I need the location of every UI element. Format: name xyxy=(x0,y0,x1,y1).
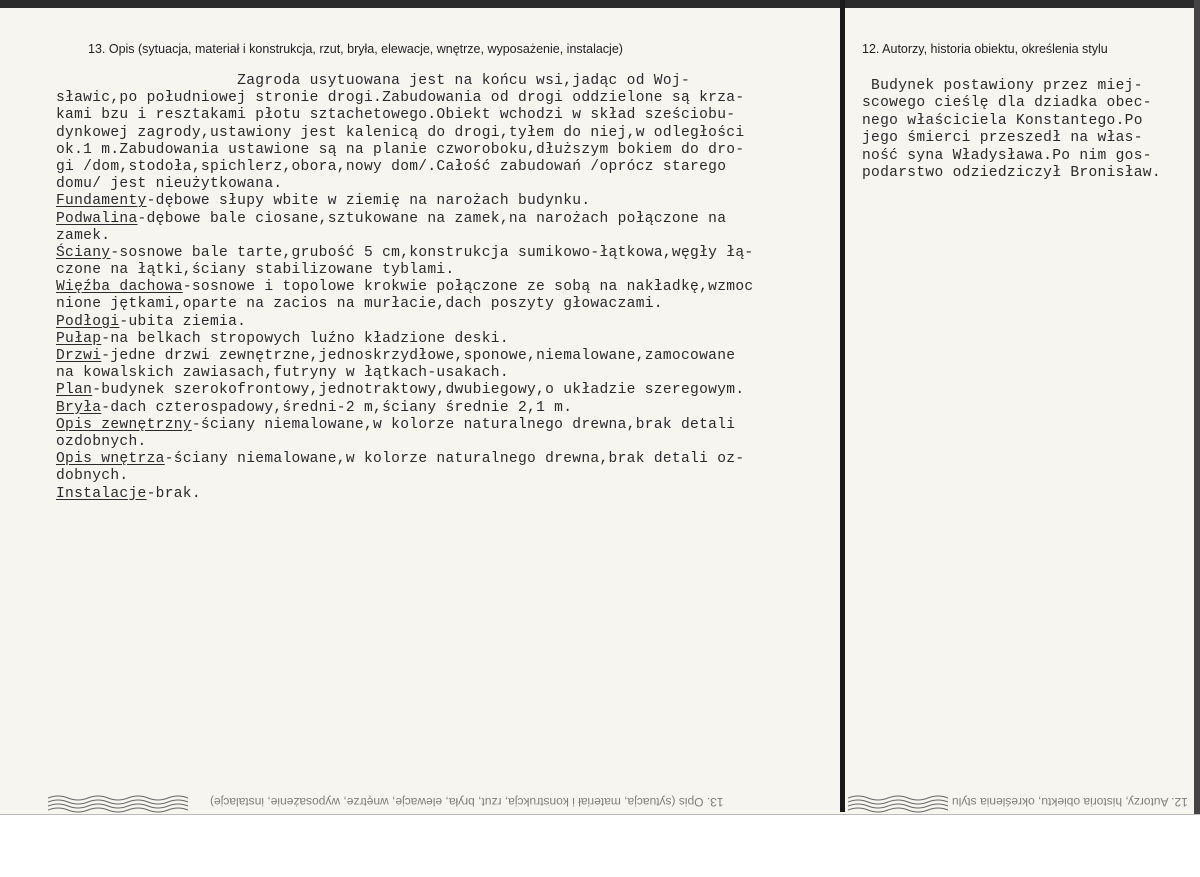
text-line xyxy=(56,159,846,176)
text-line: nego właściciela Konstantego.Po xyxy=(862,112,1143,129)
section-12-header: 12. Autorzy, historia obiektu, określenia stylu xyxy=(862,42,1108,56)
text-line xyxy=(56,142,846,159)
line-text: ozdobnych. xyxy=(56,433,147,450)
line-text: -sosnowe i topolowe krokwie połączone ze sobą na nakładkę,wzmoc xyxy=(182,279,754,296)
line-text: domu/ jest nieużytkowana. xyxy=(56,176,283,193)
text-line xyxy=(56,90,846,107)
line-text: -brak. xyxy=(146,485,201,502)
text-line xyxy=(56,451,846,468)
text-line xyxy=(56,211,846,228)
section-label: Plan xyxy=(56,382,93,399)
right-border xyxy=(1194,0,1200,877)
line-text: zamek. xyxy=(56,227,111,244)
line-text: kami bzu i resztakami płotu sztachetowego.Obiekt wchodzi w skład sześciobu- xyxy=(56,107,736,124)
top-border xyxy=(0,0,1200,8)
text-line xyxy=(56,125,846,142)
line-text: ok.1 m.Zabudowania ustawione są na planie czworoboku,dłuższym bokiem do dro- xyxy=(56,141,745,158)
line-text: -na belkach stropowych luźno kładzione deski. xyxy=(101,330,509,347)
line-text: na kowalskich zawiasach,futryny w łątkach-usakach. xyxy=(56,365,509,382)
text-line: jego śmierci przeszedł na włas- xyxy=(862,130,1143,147)
text-line xyxy=(56,228,846,245)
line-text: -jedne drzwi zewnętrzne,jednoskrzydłowe,sponowe,niemalowane,zamocowane xyxy=(101,348,736,364)
line-text: gi /dom,stodoła,spichlerz,obora,nowy dom/.Całość zabudowań /oprócz starego xyxy=(56,158,727,175)
section-label: Instalacje xyxy=(56,485,147,502)
section-label: Ściany xyxy=(56,244,111,261)
lower-margin xyxy=(0,815,1200,877)
text-line: Budynek postawiony przez miej- xyxy=(862,78,1143,94)
description-text xyxy=(56,73,846,503)
section-label: Podwalina xyxy=(56,210,138,227)
text-line xyxy=(56,400,846,417)
line-text: Zagroda usytuowana jest na końcu wsi,jadąc od Woj- xyxy=(56,73,691,89)
section-13-header: 13. Opis (sytuacja, materiał i konstrukcja, rzut, bryła, elewacje, wnętrze, wyposażenie, instalacje) xyxy=(88,42,623,56)
text-line xyxy=(56,176,846,193)
section-label: Opis wnętrza xyxy=(56,451,165,468)
line-text: nione jętkami,oparte na zacios na murłacie,dach poszyty głowaczami. xyxy=(56,296,663,313)
text-line xyxy=(56,434,846,451)
bottom-band xyxy=(0,794,1200,814)
line-text: -dębowe słupy wbite w ziemię na narożach budynku. xyxy=(146,193,591,210)
text-line: podarstwo odziedziczył Bronisław. xyxy=(862,164,1161,181)
line-text: -dach czterospadowy,średni-2 m,ściany średnie 2,1 m. xyxy=(101,399,573,416)
text-line xyxy=(56,73,846,90)
text-line xyxy=(56,107,846,124)
text-line xyxy=(56,417,846,434)
line-text: -ściany niemalowane,w kolorze naturalnego drewna,brak detali xyxy=(191,416,736,433)
text-line xyxy=(56,468,846,485)
line-text: -sosnowe bale tarte,grubość 5 cm,konstrukcja sumikowo-łątkowa,węgły łą- xyxy=(110,244,754,261)
text-line xyxy=(56,296,846,313)
text-line xyxy=(56,314,846,331)
section-label: Bryła xyxy=(56,399,102,416)
section-label: Drzwi xyxy=(56,348,102,364)
section-label: Fundamenty xyxy=(56,193,147,210)
wavy-line-right xyxy=(848,794,958,814)
text-line xyxy=(56,279,846,296)
text-line xyxy=(56,245,846,262)
text-line xyxy=(56,331,846,348)
line-text: -dębowe bale ciosane,sztukowane na zamek,na narożach połączone na xyxy=(137,210,727,227)
text-line xyxy=(56,193,846,210)
text-line xyxy=(56,486,846,503)
line-text: czone na łątki,ściany stabilizowane tyblami. xyxy=(56,262,455,279)
section-label: Podłogi xyxy=(56,313,120,330)
line-text: dynkowej zagrody,ustawiony jest kalenicą do drogi,tyłem do niej,w odległości xyxy=(56,124,745,141)
line-text: -ubita ziemia. xyxy=(119,313,247,330)
section-label: Więźba dachowa xyxy=(56,279,183,296)
text-line xyxy=(56,348,846,365)
text-line xyxy=(56,262,846,279)
text-line: scowego cieślę dla dziadka obec- xyxy=(862,95,1152,112)
section-label: Pułap xyxy=(56,330,102,347)
section-label: Opis zewnętrzny xyxy=(56,416,192,433)
line-text: -ściany niemalowane,w kolorze naturalnego drewna,brak detali oz- xyxy=(164,451,745,468)
text-line xyxy=(56,382,846,399)
line-text: -budynek szerokofrontowy,jednotraktowy,dwubiegowy,o układzie szeregowym. xyxy=(92,382,745,399)
text-line xyxy=(56,365,846,382)
line-text: dobnych. xyxy=(56,468,129,485)
text-line: ność syna Władysława.Po nim gos- xyxy=(862,147,1152,164)
line-text: sławic,po południowej stronie drogi.Zabudowania od drogi oddzielone są krza- xyxy=(56,90,745,107)
mirrored-header-right: 12. Autorzy, historia obiektu, określenia stylu xyxy=(952,795,1188,809)
mirrored-header-left: 13. Opis (sytuacja, materiał i konstrukcja, rzut, bryła, elewacje, wnętrze, wyposażenie, instalacje) xyxy=(210,795,724,809)
history-text xyxy=(862,78,1192,182)
